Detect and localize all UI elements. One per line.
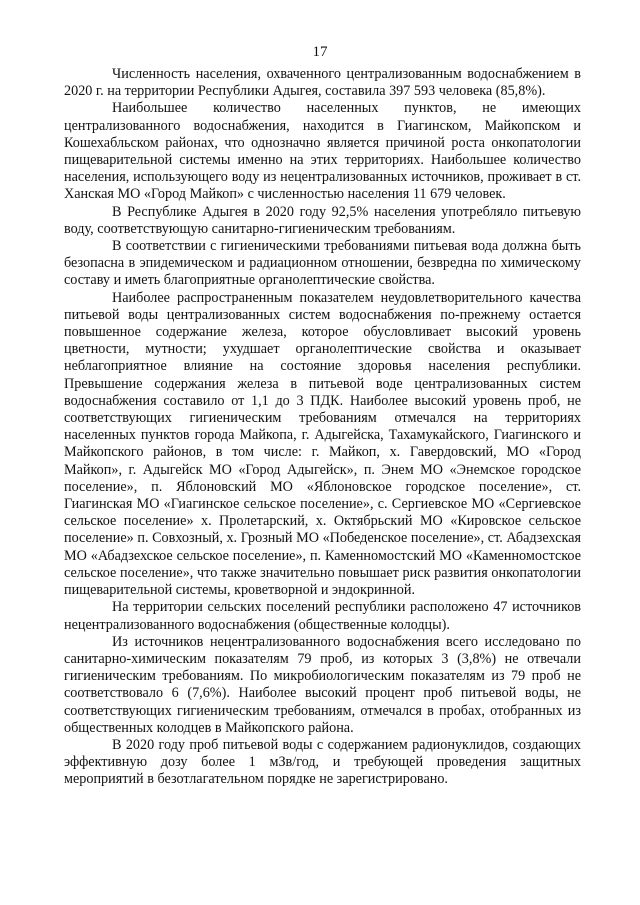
paragraph-rural-sources: На территории сельских поселений республики расположено 47 источников нецентрализованного водоснабжения (общественные колодцы).	[64, 599, 581, 633]
paragraph-radionuclides: В 2020 году проб питьевой воды с содержанием радионуклидов, создающих эффективную дозу более 1 мЗв/год, и требующей проведения защитных мероприятий в безотлагательном порядке не зарегистрировано.	[64, 736, 581, 788]
paragraph-non-centralized-settlements: Наибольшее количество населенных пунктов, не имеющих централизованного водоснабжения, находится в Гиагинском, Майкопском и Кошехабльском районах, что однозначно является причиной роста онкопатологии пищеварительной системы именно на этих территориях. Наибольшее количество населения, использующего воду из нецентрализованных источников, проживает в ст. Ханская МО «Город Майкоп» с численностью населения 11 679 человек.	[64, 100, 581, 203]
paragraph-hygienic-requirements: В соответствии с гигиеническими требованиями питьевая вода должна быть безопасна в эпидемическом и радиационном отношении, безвредна по химическому составу и иметь благоприятные органолептические свойства.	[64, 238, 581, 289]
document-body	[64, 66, 581, 789]
paragraph-population-coverage: Численность населения, охваченного централизованным водоснабжением в 2020 г. на территории Республики Адыгея, составила 397 593 человека (85,8%).	[64, 66, 581, 100]
paragraph-sample-results: Из источников нецентрализованного водоснабжения всего исследовано по санитарно-химическим показателям 79 проб, из которых 3 (3,8%) не отвечали гигиеническим требованиям. По микробиологическим показателям из 79 проб не соответствовало 6 (7,6%). Наиболее высокий процент проб питьевой воды, не соответствующих гигиеническим требованиям, отмечался в пробах, отобранных из общественных колодцев в Майкопского района.	[64, 633, 581, 736]
paragraph-iron-content: Наиболее распространенным показателем неудовлетворительного качества питьевой воды централизованных систем водоснабжения по-прежнему остается повышенное содержание железа, которое обусловливает высокий уровень цветности, мутности; ухудшает органолептические свойства и оказывает неблагоприятное влияние на состояние здоровья населения республики. Превышение содержания железа в питьевой воде централизованных систем водоснабжения составило от 1,1 до 3 ПДК. Наиболее высокий уровень проб, не соответствующих гигиеническим требованиям отмечался на территориях населенных пунктов города Майкопа, г. Адыгейска, Тахамукайского, Гиагинского и Майкопского районов, в том числе: г. Майкоп, х. Гавердовский, МО «Город Майкоп», г. Адыгейск МО «Город Адыгейск», п. Энем МО «Энемское городское поселение», п. Яблоновский МО «Яблоновское городское поселение», ст. Гиагинская МО «Гиагинское сельское поселение», с. Сергиевское МО «Сергиевское сельское поселение» х. Пролетарский, х. Октябрьский МО «Кировское сельское поселение» п. Совхозный, х. Грозный МО «Победенское поселение», ст. Абадзехская МО «Абадзехское сельское поселение», п. Каменномостский МО «Каменномостское сельское поселение», что также значительно повышает риск развития онкопатологии пищеварительной системы, кроветворной и эндокринной.	[64, 289, 581, 599]
page-number: 17	[312, 44, 328, 60]
paragraph-safe-water-share: В Республике Адыгея в 2020 году 92,5% населения употребляло питьевую воду, соответствующую санитарно-гигиеническим требованиям.	[64, 203, 581, 237]
